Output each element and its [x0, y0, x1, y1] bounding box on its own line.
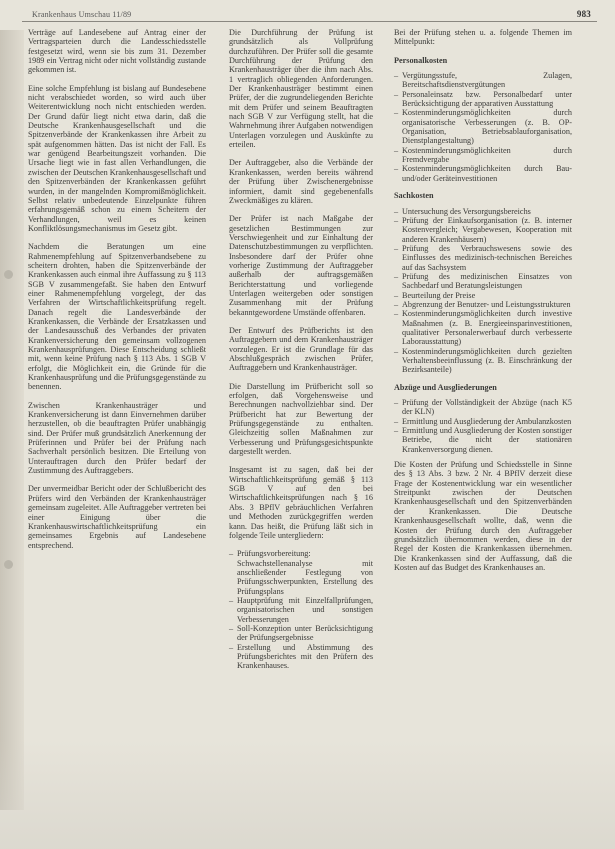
- page-number: 983: [576, 9, 591, 19]
- list-item: – Personaleinsatz bzw. Personalbedarf unter Berücksichtigung der apparativen Ausstattung: [394, 90, 572, 109]
- binding-hole: [4, 560, 13, 569]
- section-heading: Personalkosten: [394, 55, 448, 65]
- paragraph: Nachdem die Beratungen um eine Rahmenempfehlung auf Spitzenverbandsebene zu scheitern drohten, haben die Spitzenverbände der Krankenkassen auch einmal ihre Auffassung zu § 113 SGB V zusammengefaßt. Sie haben den Entwurf einer Rahmenempfehlung vorgelegt, der das Verfahren der Wirtschaftlichkeitsprüfung regelt. Danach regelt die Landesverbände der Krankenkassen, die Verbände der Ersatzkassen und der Landesausschuß des Verbandes der privaten Krankenversicherung den gemeinsam vollzogenen Krankenhausprüfungen. Diese Entscheidung schließt mit, wenn keine Prüfung nach § 113 Abs. 1 SGB V erfolgt, die Möglichkeit ein, die Gründe für die Krankenhausprüfung und die Prüfungsgegenstände zu benennen.: [28, 242, 206, 392]
- paragraph: Der Entwurf des Prüfberichts ist den Auftraggebern und dem Krankenhausträger vorzulegen. Er ist die Grundlage für das Abschlußgespräch zwischen Prüfer, Auftraggebern und Krankenhausträger.: [229, 325, 373, 373]
- bullet-list: [229, 549, 373, 670]
- binding-shadow: [0, 30, 24, 810]
- paragraph: Der Auftraggeber, also die Verbände der Krankenkassen, werden bereits während der Prüfung über Zwischenergebnisse informiert, damit sind gegebenenfalls Zweckmäßiges zu klären.: [229, 158, 373, 205]
- list-item: – Prüfung der Vollständigkeit der Abzüge (nach K5 der KLN): [394, 398, 572, 417]
- paragraph: Der Prüfer ist nach Maßgabe der gesetzlichen Bestimmungen zur Verschwiegenheit und zur Einhaltung der Datenschutzbestimmungen zu verpflichten. Insbesondere darf der Prüfer ohne vorherige Zustimmung der Auftraggeber außerhalb der auftragsgemäßen Berichterstattung und vorliegende Unterlagen weitergeben oder sonstigen Zusammenhang mit der Prüfung bekanntgewordene Umstände offenbaren.: [229, 214, 373, 317]
- list-item: – Prüfungsvorbereitung: Schwachstellenanalyse mit anschließender Festlegung von Prüfungsschwerpunkten, Erstellung des Prüfungsplans: [229, 549, 373, 596]
- list-item: – Prüfung des medizinischen Einsatzes von Sachbedarf und Beratungsleistungen: [394, 272, 572, 291]
- list-item: – Vergütungsstufe, Zulagen, Bereitschaftsdienstvergütungen: [394, 71, 572, 90]
- running-title: Krankenhaus Umschau 11/89: [32, 10, 132, 19]
- list-item: – Hauptprüfung mit Einzelfallprüfungen, organisatorischen und sonstigen Verbesserungen: [229, 596, 373, 624]
- list-item: – Kostenminderungsmöglichkeiten durch investive Maßnahmen (z. B. Energieeinsparinvestitionen, qualitativer Personalerwerbauf durch verbesserte Laborausstattung): [394, 309, 572, 346]
- binding-hole: [4, 270, 13, 279]
- list-item: – Kostenminderungsmöglichkeiten durch Bau- und/oder Geräteinvestitionen: [394, 164, 572, 183]
- list-item: – Abgrenzung der Benutzer- und Leistungsstrukturen: [394, 300, 572, 309]
- text-column-1: [28, 28, 206, 559]
- paragraph: Die Durchführung der Prüfung ist grundsätzlich als Vollprüfung durchzuführen. Der Prüfer soll die gesamte Durchführung der Prüfung den Krankenhausträger über die ihm nach Abs. 1 vertraglich obliegenden Anforderungen. Der Krankenhausträger bestimmt einen Prüfer, der die zugrundeliegenden Berichte mit dem Prüfer und seinem Beauftragten nach SGB V zur Verfügung stellt, hat die Wahrnehmung ihrer Aufgaben notwendigen Unterlagen vorzulegen und Auskünfte zu erteilen.: [229, 28, 373, 150]
- list-item: – Prüfung der Einkaufsorganisation (z. B. interner Kostenvergleich; Vergabewesen, Kooperation mit anderen Krankenhäusern): [394, 216, 572, 244]
- paragraph: Der unvermeidbar Bericht oder der Schlußbericht des Prüfers wird den Verbänden der Krankenhausträger gemeinsam zugeleitet. Alle Auftraggeber vertreten bei einer Einigung über die Krankenhauswirtschaftlichkeitsprüfung ein gemeinsames Ergebnis auf Landesebene entsprechend.: [28, 484, 206, 550]
- list-item: – Kostenminderungsmöglichkeiten durch Fremdvergabe: [394, 146, 572, 165]
- list-item: – Prüfung des Verbrauchswesens sowie des Einflusses des medizinisch-technischen Bereiches auf das Sachsystem: [394, 244, 572, 272]
- paragraph: Die Kosten der Prüfung und Schiedsstelle in Sinne des § 13 Abs. 3 bzw. 2 Nr. 4 BPflV derzeit diese Frage der Kostenentwicklung war ein wesentlicher Streitpunkt zwischen der Deutschen Krankenhausgesellschaft und den Spitzenverbänden der Krankenkassen. Die Deutsche Krankenhausgesellschaft wollte, daß, wenn die Kosten der Prüfung durch den Auftraggeber grundsätzlich übernommen werden, diese in der Regel der Kosten die Krankenkassen übernehmen. Die Krankenkassen sind der Auffassung, daß die Kosten auf das Budget des Krankenhauses an.: [394, 460, 572, 572]
- list-item: – Untersuchung des Versorgungsbereichs: [394, 207, 572, 216]
- paragraph: Zwischen Krankenhausträger und Krankenversicherung ist dann Einvernehmen darüber herzustellen, ob die beauftragten Prüfer unabhängig sind. Der Prüfer muß grundsätzlich Anerkennung der Prüferinnen und Prüfer bei der Prüfung nach Sachverhalt persönlich besitzen. Die Erteilung von Unterauftragen durch den Prüfer bedarf der Zustimmung des Auftraggebers.: [28, 400, 206, 476]
- text-column-3: [394, 28, 572, 581]
- list-item: – Soll-Konzeption unter Berücksichtigung der Prüfungsergebnisse: [229, 624, 373, 643]
- running-header: [22, 8, 597, 22]
- paragraph: Die Darstellung im Prüfbericht soll so erfolgen, daß Vorgehensweise und Berechnungen nachvollziehbar sind. Der Prüfbericht hat zur Bewertung der Prüfungsgegenstände zu enthalten. Gleichzeitig sollen Maßnahmen zur Verbesserung und Prüfungsgesichtspunkte dargestellt werden.: [229, 381, 373, 457]
- list-item: – Ermittlung und Ausgliederung der Kosten sonstiger Betriebe, die nicht der stationären Krankenversorgung dienen.: [394, 426, 572, 454]
- section-heading: Abzüge und Ausgliederungen: [394, 382, 497, 392]
- list-item: – Kostenminderungsmöglichkeiten durch organisatorische Verbesserungen (z. B. OP-Organisation, Betriebsablauforganisation, Dienstplangestaltung): [394, 108, 572, 145]
- list-item: – Kostenminderungsmöglichkeiten durch gezielten Verhaltensbeeinflussung (z. B. Einschränkung der Bezirksanteile): [394, 347, 572, 375]
- list-item: – Beurteilung der Preise: [394, 291, 572, 300]
- paragraph: Bei der Prüfung stehen u. a. folgende Themen im Mittelpunkt:: [394, 28, 572, 47]
- list-item: – Erstellung und Abstimmung des Prüfungsberichtes mit den Prüfern des Krankenhauses.: [229, 643, 373, 671]
- paragraph: Eine solche Empfehlung ist bislang auf Bundesebene nicht verabschiedet worden, so wird auch über Weiterentwicklung noch nicht entschieden werden. Der Grund dafür liegt nicht etwa darin, daß die Deutsche Krankenhausgesellschaft und die Spitzenverbände der Krankenkassen ihre Arbeit zu spät aufgenommen hätten. Das ist nicht der Fall. Es war genügend Bearbeitungszeit vorhanden. Die Ursache liegt wie in fast allen Verhandlungen, die zwischen der Deutschen Krankenhausgesellschaft und den Spitzenverbänden der Krankenkassen geführt wurden, in der mangelnden Kompromißmöglichkeit. Selbst relativ unbedeutende Einzelpunkte führen erfahrungsgemäß schon zu einem Scheitern der Verhandlungen, weil es keinen Konfliktlösungsmechanismus im Gesetz gibt.: [28, 83, 206, 233]
- bullet-list: [394, 71, 572, 183]
- section-heading: Sachkosten: [394, 191, 434, 201]
- paragraph: Insgesamt ist zu sagen, daß bei der Wirtschaftlichkeitsprüfung gemäß § 113 SGB V auf den bei Wirtschaftlichkeitsprüfungen nach § 16 Abs. 3 BPflV gebräuchlichen Verfahren und Methoden zurückgegriffen werden kann. Das heißt, die Prüfung läßt sich in folgende Teile untergliedern:: [229, 465, 373, 540]
- page-bottom-shading: [0, 739, 615, 849]
- paragraph: Verträge auf Landesebene auf Antrag einer der Vertragsparteien durch die Landesschiedsstelle festgesetzt wird, wenn sie bis zum 31. Dezember 1989 ein Vertrag nicht oder nicht vollständig zustande gekommen ist.: [28, 28, 206, 75]
- bullet-list: [394, 398, 572, 454]
- bullet-list: [394, 207, 572, 375]
- list-item: – Ermittlung und Ausgliederung der Ambulanzkosten: [394, 417, 572, 426]
- text-column-2: [229, 28, 373, 677]
